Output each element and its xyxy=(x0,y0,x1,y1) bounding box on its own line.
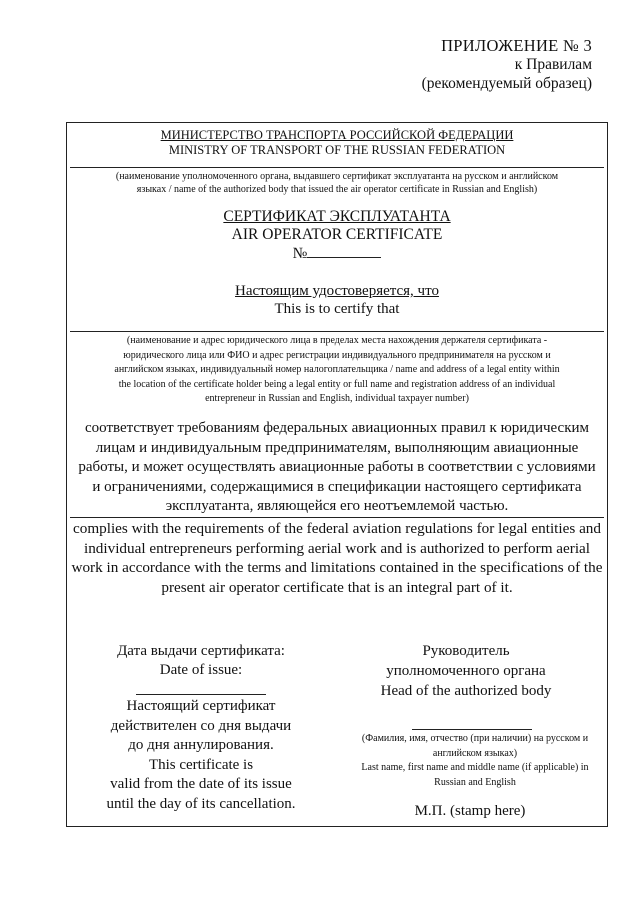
compliance-ru-line: лицам и индивидуальным предпринимателям, выполняющим авиационные xyxy=(95,439,579,456)
head-name-note-line: Last name, first name and middle name (if applicable) in xyxy=(361,762,589,773)
certificate-title xyxy=(66,208,608,263)
validity-line: Настоящий сертификат xyxy=(126,698,276,714)
issuer-name-en: MINISTRY OF TRANSPORT OF THE RUSSIAN FEDERATION xyxy=(168,143,506,157)
holder-note-line: английском языках, индивидуальный номер налогоплательщика / name and address of a legal entity within xyxy=(114,364,560,375)
compliance-divider xyxy=(70,517,604,518)
issuer-note-line: (наименование уполномоченного органа, выдавшего сертификат эксплуатанта на русском и английском xyxy=(115,171,559,182)
compliance-ru-line: соответствует требованиям федеральных авиационных правил к юридическим xyxy=(84,420,590,436)
holder-note-line: entrepreneur in Russian and English, individual taxpayer number) xyxy=(205,393,469,404)
holder-note-line: the location of the certificate holder being a legal entity or full name and registration address of an individual xyxy=(118,378,556,390)
head-name-note-line: (Фамилия, имя, отчество (при наличии) на русском и xyxy=(361,733,589,744)
compliance-ru-line: и ограничениями, содержащимися в спецификации настоящего сертификата xyxy=(92,478,582,495)
holder-note-line: (наименование и адрес юридического лица в пределах места нахождения держателя сертификата - xyxy=(126,335,548,346)
appendix-number: ПРИЛОЖЕНИЕ № 3 xyxy=(441,36,592,55)
head-line: Руководитель xyxy=(422,643,510,659)
title-ru: СЕРТИФИКАТ ЭКСПЛУАТАНТА xyxy=(223,208,451,225)
issue-date-block xyxy=(90,642,312,680)
issuer-underline xyxy=(70,167,604,168)
stamp-place: М.П. (stamp here) xyxy=(414,803,526,819)
appendix-header xyxy=(380,36,592,93)
appendix-sample-note: (рекомендуемый образец) xyxy=(421,75,592,92)
compliance-en xyxy=(66,519,608,597)
issuer-block xyxy=(66,128,608,158)
issue-date-line xyxy=(136,694,266,695)
compliance-en-line: complies with the requirements of the federal aviation regulations for legal entities and xyxy=(72,520,601,537)
appendix-rules: к Правилам xyxy=(514,56,592,73)
head-name-note xyxy=(346,732,604,790)
compliance-ru-line: работы, и может осуществлять авиационные работы в соответствии с условиями xyxy=(78,459,596,475)
validity-line: until the day of its cancellation. xyxy=(106,795,296,812)
compliance-en-line: work in accordance with the terms and limitations contained in the specifications of the xyxy=(71,559,603,576)
validity-block xyxy=(90,697,312,814)
compliance-ru-line: эксплуатанта, являющейся его неотъемлемой частью. xyxy=(165,498,509,514)
certify-block xyxy=(66,282,608,318)
compliance-en-line: present air operator certificate that is an integral part of it. xyxy=(161,578,513,596)
issue-date-en: Date of issue: xyxy=(159,662,243,678)
head-line: Head of the authorized body xyxy=(380,683,552,699)
head-signature-line xyxy=(412,729,532,730)
issuer-name-ru: МИНИСТЕРСТВО ТРАНСПОРТА РОССИЙСКОЙ ФЕДЕРАЦИИ xyxy=(160,128,514,142)
head-name-note-line: английском языках) xyxy=(432,747,518,759)
issuer-note xyxy=(66,170,608,196)
title-en: AIR OPERATOR CERTIFICATE xyxy=(231,226,443,243)
head-name-note-line: Russian and English xyxy=(434,776,516,788)
number-label: № xyxy=(292,245,308,262)
validity-line: до дня аннулирования. xyxy=(128,737,274,753)
certify-ru: Настоящим удостоверяется, что xyxy=(235,283,439,299)
issuer-note-line: языках / name of the authorized body that issued the air operator certificate in Russian and English) xyxy=(136,184,538,195)
compliance-ru xyxy=(66,419,608,517)
number-field xyxy=(307,244,381,258)
validity-line: This certificate is xyxy=(148,756,254,773)
validity-line: valid from the date of its issue xyxy=(110,776,292,792)
issue-date-ru: Дата выдачи сертификата: xyxy=(117,643,285,659)
validity-line: действителен со дня выдачи xyxy=(110,717,292,734)
head-block xyxy=(352,641,580,701)
holder-underline xyxy=(70,331,604,332)
holder-note-line: юридического лица или ФИО и адрес регистрации индивидуального предпринимателя на русском и xyxy=(123,349,551,361)
holder-note xyxy=(68,334,606,407)
certify-en: This is to certify that xyxy=(274,301,400,317)
compliance-en-line: individual entrepreneurs performing aerial work and is authorized to perform aerial xyxy=(83,539,591,557)
head-line: уполномоченного органа xyxy=(386,663,546,679)
